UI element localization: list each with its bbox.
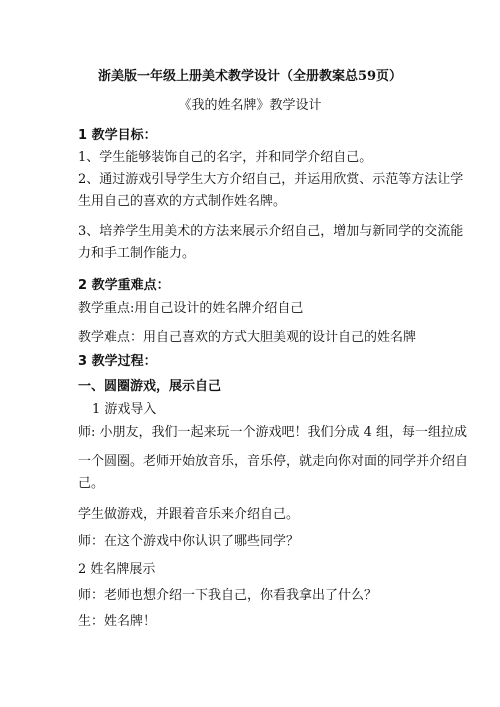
paragraph-teacher-3: 师：老师也想介绍一下我自己，你看我拿出了什么？: [78, 588, 378, 603]
paragraph-teacher-2: 师：在这个游戏中你认识了哪些同学？: [78, 534, 300, 549]
section-heading-goals: 1 教学目标：: [78, 128, 157, 143]
section-heading-process: 3 教学过程：: [78, 354, 157, 369]
paragraph-teacher-1-line-3: 己。: [78, 476, 105, 491]
part-heading-circle-game: 一、圆圈游戏，展示自己: [78, 379, 222, 394]
paragraph-key-point: 教学重点:用自己设计的姓名牌介绍自己: [78, 301, 304, 316]
step-heading-game-intro: 1 游戏导入: [92, 402, 157, 417]
paragraph-goal-3-line-2: 力和手工制作能力。: [78, 246, 196, 261]
paragraph-goal-2-line-1: 2、通过游戏引导学生大方介绍自己，并运用欣赏、示范等方法让学: [78, 172, 464, 187]
paragraph-difficult-point: 教学难点：用自己喜欢的方式大胆美观的设计自己的姓名牌: [78, 330, 417, 345]
section-heading-key-points: 2 教学重难点：: [78, 278, 170, 293]
paragraph-student-activity: 学生做游戏，并跟着音乐来介绍自己。: [78, 507, 300, 522]
paragraph-goal-3-line-1: 3、培养学生用美术的方法来展示介绍自己，增加与新同学的交流能: [78, 224, 464, 239]
paragraph-teacher-1-line-1: 师: 小朋友，我们一起来玩一个游戏吧！我们分成 4 组，每一组拉成: [78, 425, 468, 440]
paragraph-student-answer: 生：姓名牌！: [78, 614, 157, 629]
paragraph-teacher-1-line-2: 一个圆圈。老师开始放音乐，音乐停，就走向你对面的同学并介绍自: [78, 454, 469, 469]
document-title: 浙美版一年级上册美术教学设计（全册教案总59页）: [97, 69, 403, 84]
paragraph-goal-2-line-2: 生用自己的喜欢的方式制作姓名牌。: [78, 194, 287, 209]
paragraph-goal-1: 1、学生能够装饰自己的名字，并和同学介绍自己。: [78, 150, 373, 165]
step-heading-name-card-show: 2 姓名牌展示: [78, 562, 156, 577]
document-subtitle: 《我的姓名牌》教学设计: [178, 98, 322, 113]
